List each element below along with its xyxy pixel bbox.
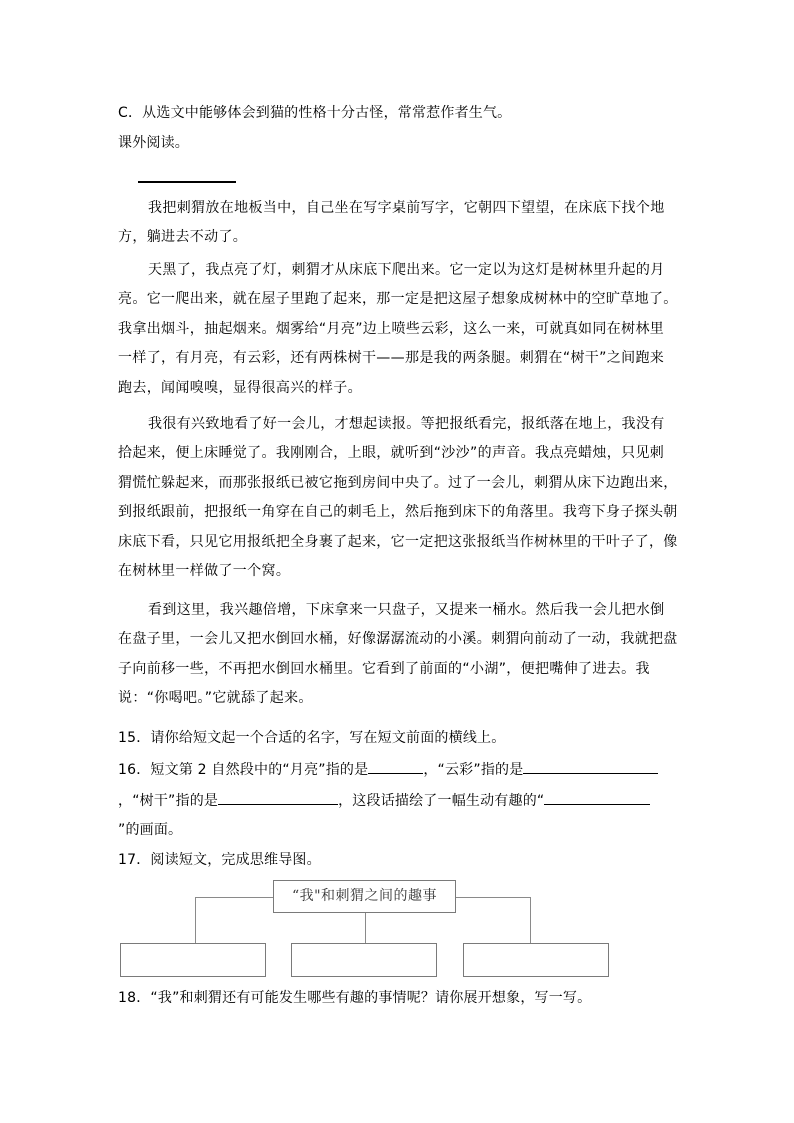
- q16-blank-trunk[interactable]: [218, 791, 338, 805]
- q16-blank-moon[interactable]: [368, 760, 423, 774]
- connector-left-vertical: [195, 897, 196, 943]
- question-16-cont: [118, 791, 650, 809]
- passage-title-blank[interactable]: [138, 181, 236, 183]
- question-16: [118, 760, 658, 778]
- mind-map-branch-3[interactable]: [463, 943, 609, 977]
- passage-paragraph-3: 我很有兴致地看了好一会儿，才想起读报。等把报纸看完，报纸落在地上，我没有拾起来，便上床睡觉了。我刚刚合，上眼，就听到“沙沙”的声音。我点亮蜡烛，只见刺猬慌忙躲起来，而那张报纸已被它拖到房间中央了。过了一会儿，刺猬从床下边跑出来，到报纸跟前，把报纸一角穿在自己的刺毛上，然后拖到床下的角落里。我弯下身子探头朝床底下看，只见它用报纸把全身裹了起来，它一定把这张报纸当作树林里的干叶子了，像在树林里一样做了一个窝。: [118, 416, 678, 580]
- q16-text-4: ，这段话描绘了一幅生动有趣的“: [338, 793, 545, 809]
- connector-middle-vertical: [365, 913, 366, 943]
- connector-left-horizontal: [195, 897, 273, 898]
- connector-right-horizontal: [456, 897, 531, 898]
- section-label: 课外阅读。: [118, 135, 189, 151]
- q16-text-2: ，“云彩”指的是: [423, 762, 524, 778]
- question-18: 18．“我”和刺猬还有可能发生哪些有趣的事情呢？请你展开想象，写一写。: [118, 990, 592, 1006]
- passage-paragraph-1: 我把刺猬放在地板当中，自己坐在写字桌前写字，它朝四下望望，在床底下找个地方，躺进去不动了。: [118, 200, 665, 246]
- mind-map-center-node: “我"和刺猬之间的趣事: [273, 880, 456, 913]
- q16-blank-scene[interactable]: [544, 791, 650, 805]
- connector-right-vertical: [530, 897, 531, 943]
- passage-paragraph-2: 天黑了，我点亮了灯，刺猬才从床底下爬出来。它一定以为这灯是树林里升起的月亮。它一爬出来，就在屋子里跑了起来，那一定是把这屋子想象成树林中的空旷草地了。我拿出烟斗，抽起烟来。烟雾给“月亮”边上喷些云彩，这么一来，可就真如同在树林里一样了，有月亮，有云彩，还有两株树干——那是我的两条腿。刺猬在“树干”之间跑来跑去，闻闻嗅嗅，显得很高兴的样子。: [118, 262, 678, 396]
- question-15: 15．请你给短文起一个合适的名字，写在短文前面的横线上。: [118, 730, 506, 746]
- option-c: C．从选文中能够体会到猫的性格十分古怪，常常惹作者生气。: [118, 105, 512, 121]
- mind-map-branch-1[interactable]: [120, 943, 266, 977]
- passage-paragraph-4: 看到这里，我兴趣倍增，下床拿来一只盘子，又提来一桶水。然后我一会儿把水倒在盘子里，一会儿又把水倒回水桶，好像潺潺流动的小溪。刺猬向前动了一动，我就把盘子向前移一些，不再把水倒回水桶里。它看到了前面的“小湖”，便把嘴伸了进去。我说：“你喝吧。”它就舔了起来。: [118, 602, 678, 707]
- mind-map-branch-2[interactable]: [291, 943, 437, 977]
- q16-text-1: 16．短文第 2 自然段中的“月亮”指的是: [118, 762, 369, 778]
- q16-text-3: ，“树干”指的是: [118, 793, 219, 809]
- q16-blank-cloud[interactable]: [523, 760, 658, 774]
- question-16-end: ”的画面。: [118, 822, 183, 838]
- question-17: 17．阅读短文，完成思维导图。: [118, 852, 321, 868]
